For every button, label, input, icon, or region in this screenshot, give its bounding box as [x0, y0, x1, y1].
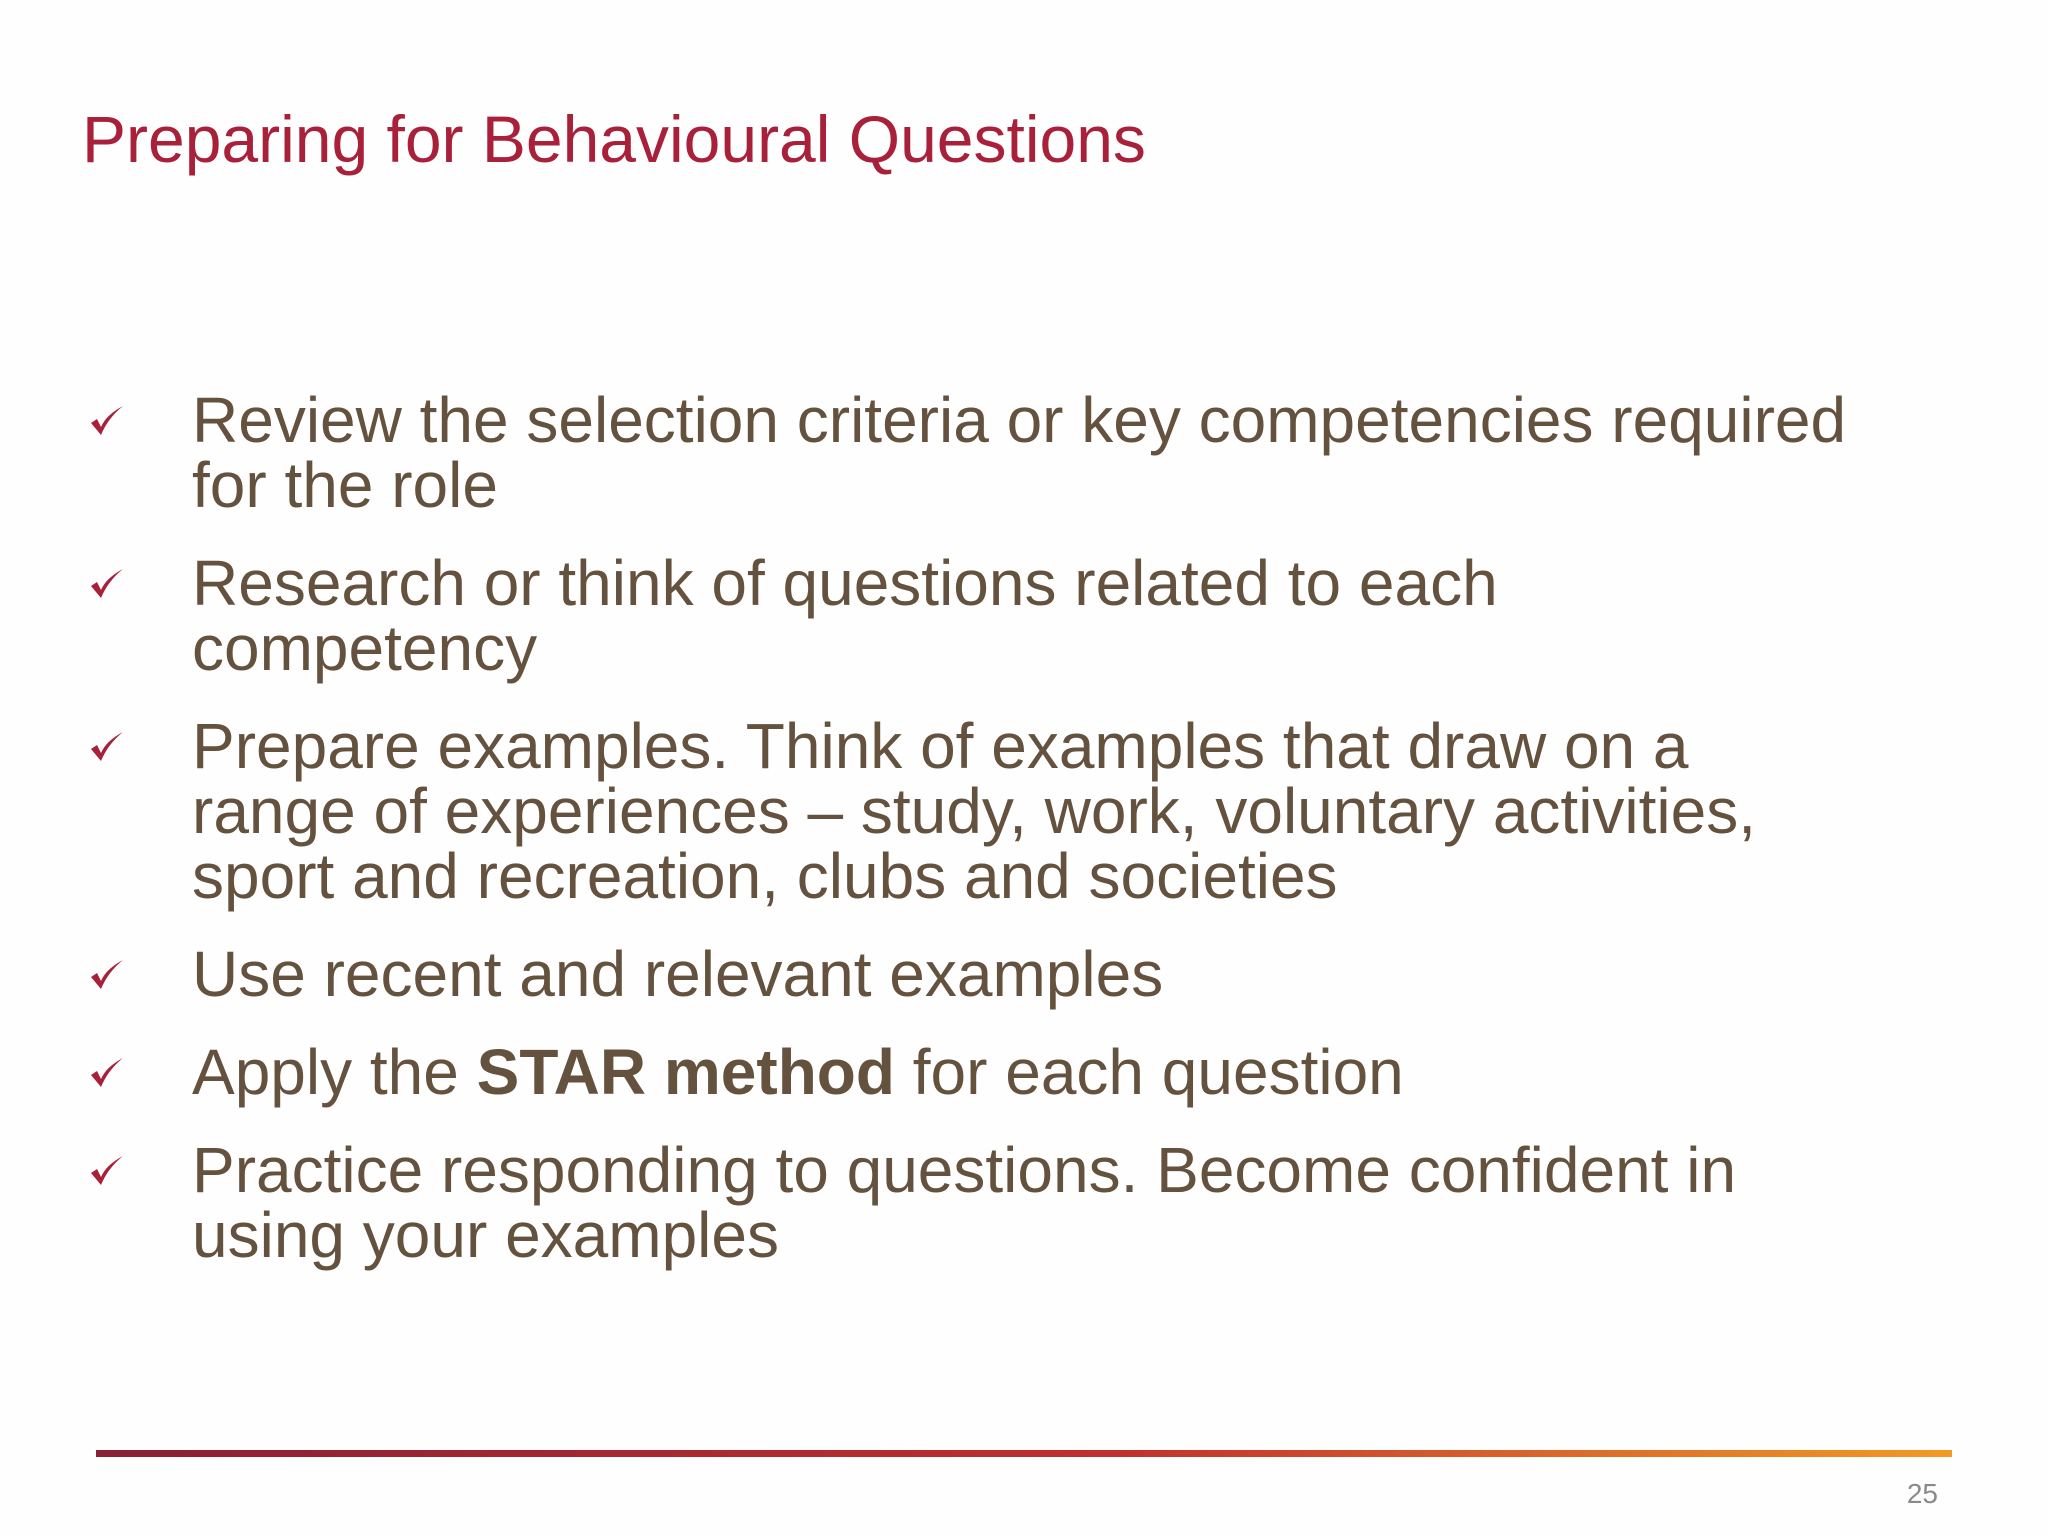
bullet-item	[0, 710, 2048, 912]
checkmark-icon	[88, 714, 148, 779]
bullet-text	[192, 1036, 2008, 1108]
footer-divider	[96, 1450, 1952, 1457]
bullet-text-after: for each question	[894, 1036, 1404, 1108]
checkmark-icon	[88, 1138, 148, 1203]
page-number: 25	[1906, 1478, 1938, 1509]
slide-title: Preparing for Behavioural Questions	[82, 102, 1146, 176]
bullet-item	[0, 547, 2048, 684]
bullet-item	[0, 1036, 2048, 1108]
star-method-emphasis: STAR method	[476, 1036, 895, 1108]
bullet-text: Prepare examples. Think of examples that draw on a range of experiences – study, work, voluntary activities, sport and recreation, clubs and societies	[192, 710, 1756, 912]
bullet-text: Use recent and relevant examples	[192, 938, 1164, 1010]
bullet-text-before: Apply the	[192, 1036, 477, 1108]
bullet-item	[0, 1134, 2048, 1271]
bullet-text: Research or think of questions related to each competency	[192, 547, 1498, 684]
bullet-item	[0, 384, 2048, 521]
checkmark-icon	[88, 388, 148, 453]
bullet-item	[0, 938, 2048, 1010]
checkmark-icon	[88, 942, 148, 1007]
checkmark-icon	[88, 551, 148, 616]
bullet-text: Review the selection criteria or key competencies required for the role	[192, 384, 1847, 521]
bullet-list	[0, 384, 2048, 1301]
checkmark-icon	[88, 1040, 148, 1105]
bullet-text: Practice responding to questions. Become confident in using your examples	[192, 1134, 1737, 1271]
